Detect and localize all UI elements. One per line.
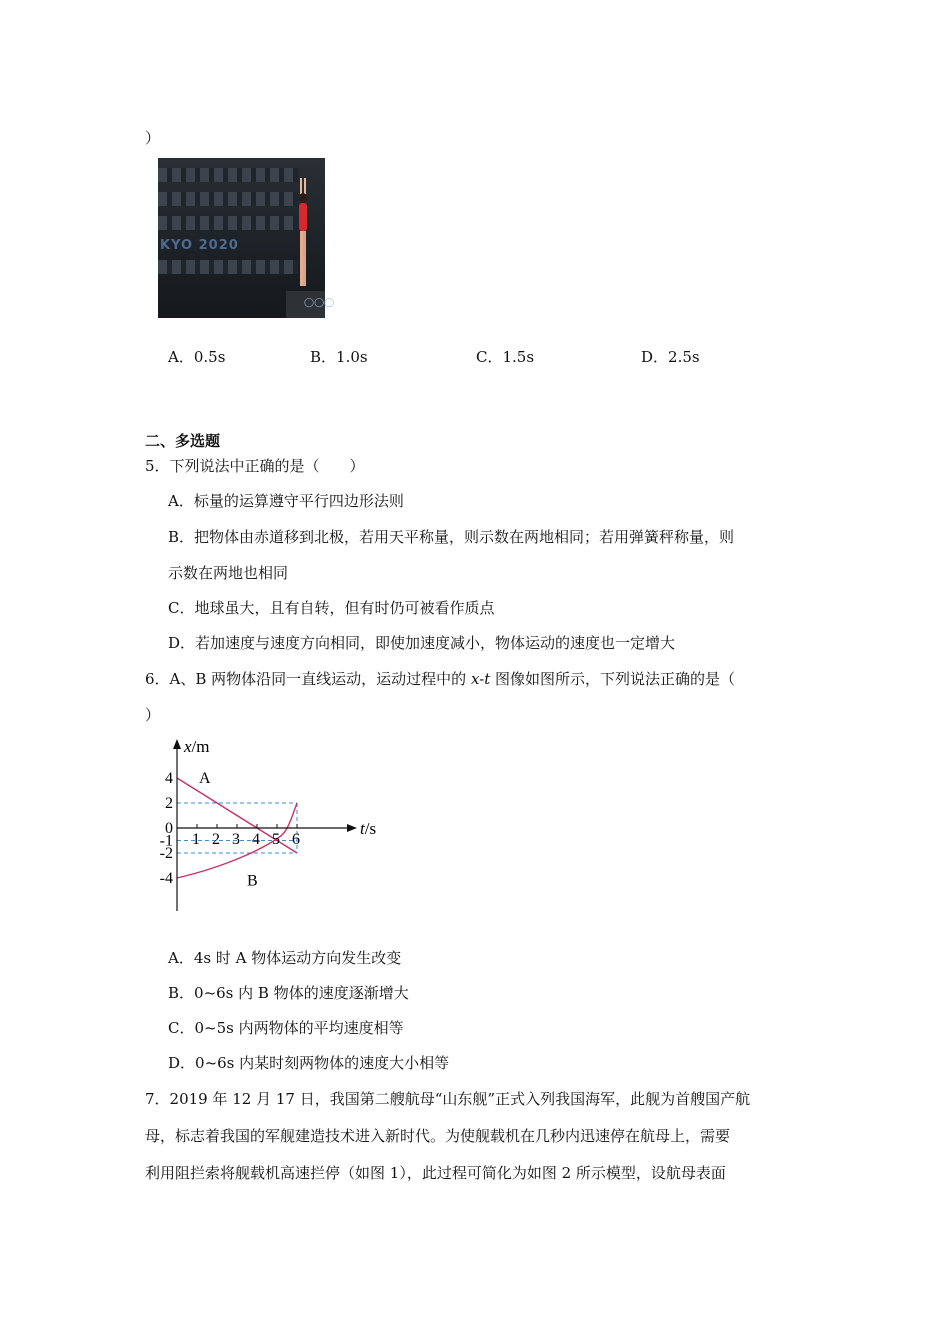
q5-option-d[interactable]: D．若加速度与速度方向相同，即使加速度减小，物体运动的速度也一定增大	[168, 634, 676, 652]
q5-option-b[interactable]: B．把物体由赤道移到北极，若用天平称量，则示数在两地相同；若用弹簧秤称量，则	[168, 528, 735, 546]
diver-photo	[158, 158, 335, 318]
q4-option-c[interactable]: C．1.5s	[476, 348, 535, 366]
tokyo-2020-logo: KYO 2020	[160, 238, 239, 253]
x-axis-arrow	[347, 824, 357, 832]
x-tick-label: 3	[232, 831, 240, 848]
y-tick-label: -4	[159, 870, 173, 887]
x-tick-label: 5	[272, 831, 280, 848]
x-tick-label: 1	[192, 831, 200, 848]
q5-option-b-cont: 示数在两地也相同	[168, 564, 289, 582]
y-tick-label: 2	[165, 795, 173, 812]
q4-option-d[interactable]: D．2.5s	[641, 348, 700, 366]
section-title: 二、多选题	[145, 432, 221, 450]
x-tick-label: 4	[252, 831, 260, 848]
y-axis-label: x/m	[184, 737, 210, 756]
q4-option-b[interactable]: B．1.0s	[310, 348, 368, 366]
x-axis-label: t/s	[360, 819, 377, 838]
q6-option-d[interactable]: D．0~6s 内某时刻两物体的速度大小相等	[168, 1054, 450, 1072]
diver-figure	[296, 178, 310, 288]
q4-stem-tail: ）	[145, 129, 161, 147]
y-tick-label: 4	[165, 770, 173, 787]
q6-stem-tail: ）	[145, 706, 161, 724]
q7-stem-line-2: 母，标志着我国的军舰建造技术进入新时代。为使舰载机在几秒内迅速停在航母上，需要	[145, 1127, 731, 1145]
x-tick-label: 6	[292, 831, 300, 848]
series-B-label: B	[247, 872, 258, 890]
olympic-rings-icon: ◯◯◯	[304, 298, 335, 308]
y-axis-arrow	[173, 739, 181, 749]
q5-stem: 5．下列说法中正确的是（ ）	[145, 457, 365, 475]
q5-option-c[interactable]: C．地球虽大，且有自转，但有时仍可被看作质点	[168, 599, 495, 617]
y-tick-label: 0	[165, 820, 173, 837]
q6-option-a[interactable]: A．4s 时 A 物体运动方向发生改变	[168, 949, 402, 967]
x-t-graph	[155, 735, 395, 915]
q6-option-b[interactable]: B．0~6s 内 B 物体的速度逐渐增大	[168, 984, 409, 1002]
y-tick-label: -2	[159, 845, 173, 862]
x-tick-label: 2	[212, 831, 220, 848]
q6-stem: 6．A、B 两物体沿同一直线运动，运动过程中的 x-t 图像如图所示，下列说法正确的是（	[145, 670, 736, 688]
q7-stem-line-1: 7．2019 年 12 月 17 日，我国第二艘航母“山东舰”正式入列我国海军，此舰为首艘国产航	[145, 1090, 751, 1108]
q6-option-c[interactable]: C．0~5s 内两物体的平均速度相等	[168, 1019, 404, 1037]
q7-stem-line-3: 利用阻拦索将舰载机高速拦停（如图 1），此过程可简化为如图 2 所示模型，设航母表面	[145, 1164, 726, 1182]
q4-option-a[interactable]: A．0.5s	[168, 348, 226, 366]
series-A-label: A	[199, 770, 211, 787]
q5-option-a[interactable]: A．标量的运算遵守平行四边形法则	[168, 492, 404, 510]
y-tick-label: -1	[159, 832, 173, 850]
